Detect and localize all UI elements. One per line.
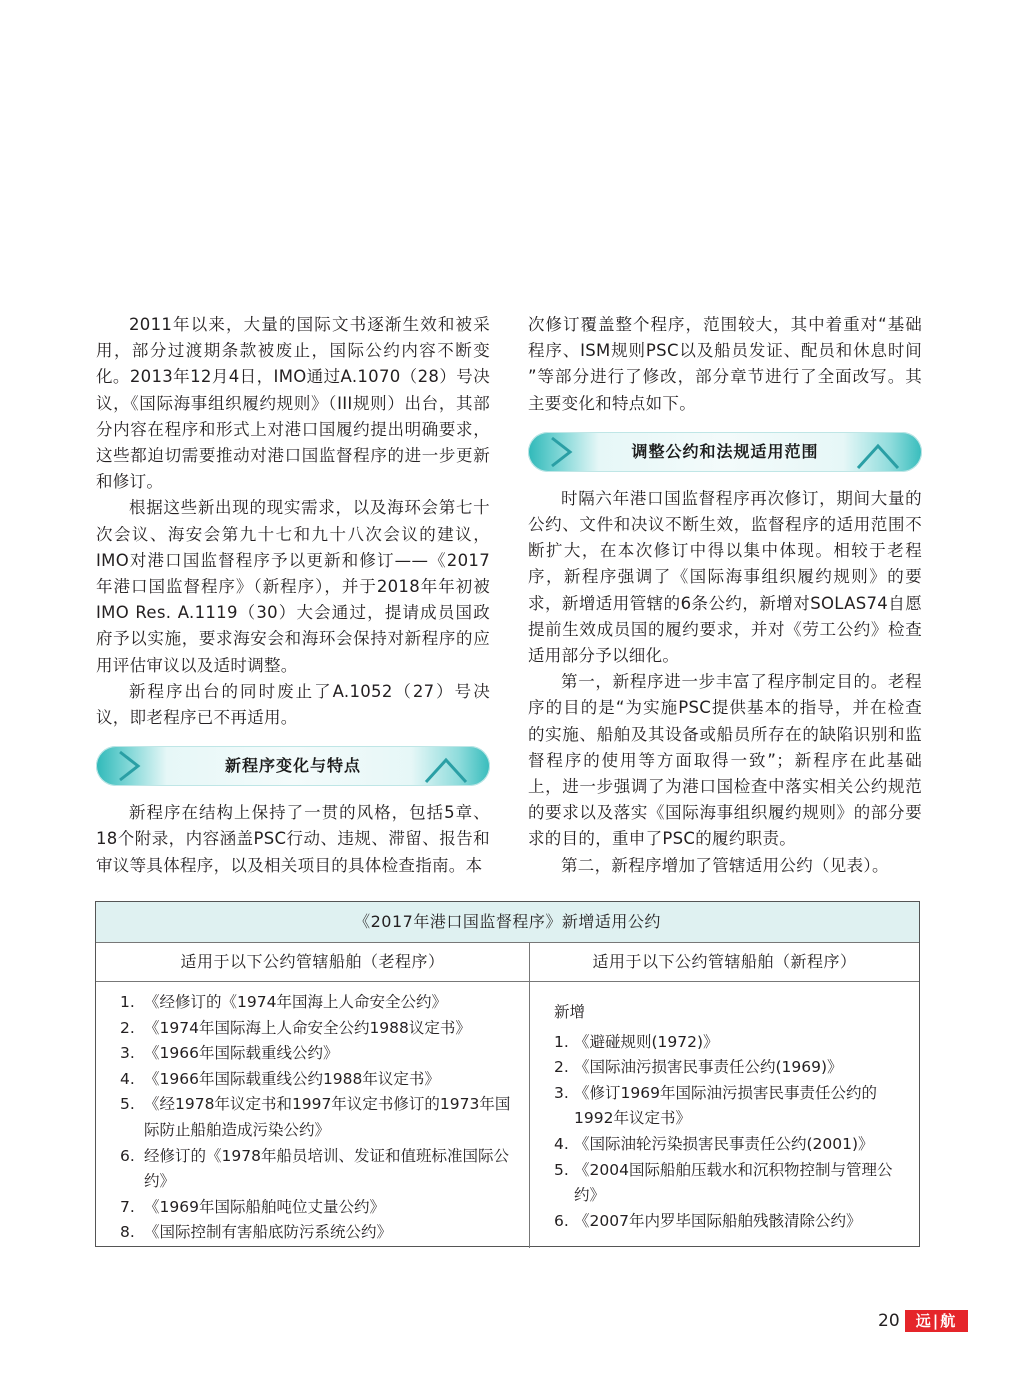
item-text: 《经1978年议定书和1997年议定书修订的1973年国际防止船舶造成污染公约》 <box>144 1095 511 1139</box>
item-text: 《修订1969年国际油污损害民事责任公约的1992年议定书》 <box>574 1083 877 1128</box>
list-item <box>554 1081 905 1132</box>
list-item <box>120 1067 519 1093</box>
item-number: 3. <box>554 1083 569 1102</box>
triangle-up-icon <box>424 746 468 786</box>
item-text: 《1966年国际载重线公约》 <box>144 1044 339 1063</box>
new-conventions-list <box>530 1026 919 1235</box>
list-item <box>120 1016 519 1042</box>
table-title: 《2017年港口国监督程序》新增适用公约 <box>96 902 919 943</box>
list-item <box>554 1055 905 1081</box>
section-banner <box>528 432 922 472</box>
item-number: 4. <box>554 1134 569 1153</box>
item-number: 5. <box>554 1160 569 1179</box>
paragraph: 第二，新程序增加了管辖适用公约（见表）。 <box>561 855 889 875</box>
list-item <box>120 1144 519 1195</box>
item-number: 1. <box>120 993 135 1011</box>
item-number: 6. <box>554 1211 569 1230</box>
list-item <box>554 1209 905 1235</box>
table-header-row <box>96 943 919 982</box>
item-text: 《国际油轮污染损害民事责任公约(2001)》 <box>574 1134 874 1153</box>
paragraph: 新程序出台的同时废止了A.1052（27）号决议，即老程序已不再适用。 <box>96 681 490 728</box>
list-item <box>554 1158 905 1209</box>
item-text: 《2004国际船舶压载水和沉积物控制与管理公约》 <box>574 1160 893 1205</box>
item-text: 《国际控制有害船底防污系统公约》 <box>144 1223 393 1242</box>
old-program-cell <box>96 982 530 1248</box>
header-old-program: 适用于以下公约管辖船舶（老程序） <box>96 943 530 981</box>
item-text: 《1974年国际海上人命安全公约1988议定书》 <box>144 1018 471 1037</box>
paragraph: 次修订覆盖整个程序，范围较大，其中着重对“基础程序、ISM规则PSC以及船员发证、配员和休息时间 ”等部分进行了修改，部分章节进行了全面改写。其主要变化和特点如下。 <box>528 315 922 413</box>
item-number: 8. <box>120 1223 135 1242</box>
item-number: 3. <box>120 1044 135 1063</box>
new-added-label: 新增 <box>554 1003 586 1021</box>
item-text: 经修订的《1978年船员培训、发证和值班标准国际公约》 <box>144 1146 509 1191</box>
item-text: 《避碰规则(1972)》 <box>574 1032 719 1051</box>
item-text: 《国际油污损害民事责任公约(1969)》 <box>574 1058 843 1077</box>
old-conventions-list <box>96 982 529 1246</box>
item-text: 《1969年国际船舶吨位丈量公约》 <box>144 1197 385 1216</box>
list-item <box>120 1041 519 1067</box>
list-item <box>554 1030 905 1056</box>
list-item <box>120 1220 519 1246</box>
list-item <box>120 1195 519 1221</box>
section-heading: 新程序变化与特点 <box>224 756 361 776</box>
header-new-program: 适用于以下公约管辖船舶（新程序） <box>592 952 857 971</box>
magazine-logo: 远|航 <box>905 1310 968 1332</box>
new-program-cell <box>530 982 919 1248</box>
conventions-table <box>95 901 920 1247</box>
paragraph: 第一，新程序进一步丰富了程序制定目的。老程序的目的是“为实施PSC提供基本的指导，并在检查的实施、船舶及其设备或船员所存在的缺陷识别和监督程序的使用等方面取得一致”；新程序在此基础上，进一步强调了为港口国检查中落实相关公约规范的要求以及落实《国际海事组织履约规则》的部分要求的目的，重申了PSC的履约职责。 <box>528 672 922 849</box>
paragraph: 根据这些新出现的现实需求，以及海环会第七十次会议、海安会第九十七和九十八次会议的建议，IMO对港口国监督程序予以更新和修订——《2017年港口国监督程序》（新程序），并于2018年年初被IMO Res. A.1119（30）大会通过，提请成员国政府予以实施，要求海安会和海环会保持对新程序的应用评估审议以及适时调整。 <box>96 498 490 675</box>
item-number: 2. <box>554 1058 569 1077</box>
list-item <box>120 1092 519 1143</box>
item-number: 1. <box>554 1032 569 1051</box>
list-item <box>120 990 519 1016</box>
right-column <box>528 312 922 879</box>
paragraph: 时隔六年港口国监督程序再次修订，期间大量的公约、文件和决议不断生效，监督程序的适用范围不断扩大，在本次修订中得以集中体现。相较于老程序，新程序强调了《国际海事组织履约规则》的要求，新增适用管辖的6条公约，新增对SOLAS74自愿提前生效成员国的履约要求，并对《劳工公约》检查适用部分予以细化。 <box>528 488 922 666</box>
section-banner <box>96 746 490 786</box>
item-number: 4. <box>120 1069 135 1088</box>
item-number: 7. <box>120 1197 135 1216</box>
item-text: 《2007年内罗毕国际船舶残骸清除公约》 <box>574 1211 862 1230</box>
item-number: 6. <box>120 1146 135 1165</box>
table-body <box>96 982 919 1248</box>
section-heading: 调整公约和法规适用范围 <box>631 441 819 461</box>
item-text: 《经修订的《1974年国海上人命安全公约》 <box>144 993 447 1011</box>
item-number: 5. <box>120 1095 135 1114</box>
left-column <box>96 312 490 879</box>
item-text: 《1966年国际载重线公约1988年议定书》 <box>144 1069 440 1088</box>
item-number: 2. <box>120 1018 135 1037</box>
paragraph: 新程序在结构上保持了一贯的风格，包括5章、18个附录，内容涵盖PSC行动、违规、滞留、报告和审议等具体程序，以及相关项目的具体检查指南。本 <box>96 803 490 875</box>
list-item <box>554 1132 905 1158</box>
page-number: 20 <box>878 1311 900 1331</box>
paragraph: 2011年以来，大量的国际文书逐渐生效和被采用，部分过渡期条款被废止，国际公约内容不断变化。2013年12月4日，IMO通过A.1070（28）号决议，《国际海事组织履约规则》（III规则）出台，其部分内容在程序和形式上对港口国履约提出明确要求，这些都迫切需要推动对港口国监督程序的进一步更新和修订。 <box>96 315 490 492</box>
triangle-up-icon <box>856 432 900 472</box>
